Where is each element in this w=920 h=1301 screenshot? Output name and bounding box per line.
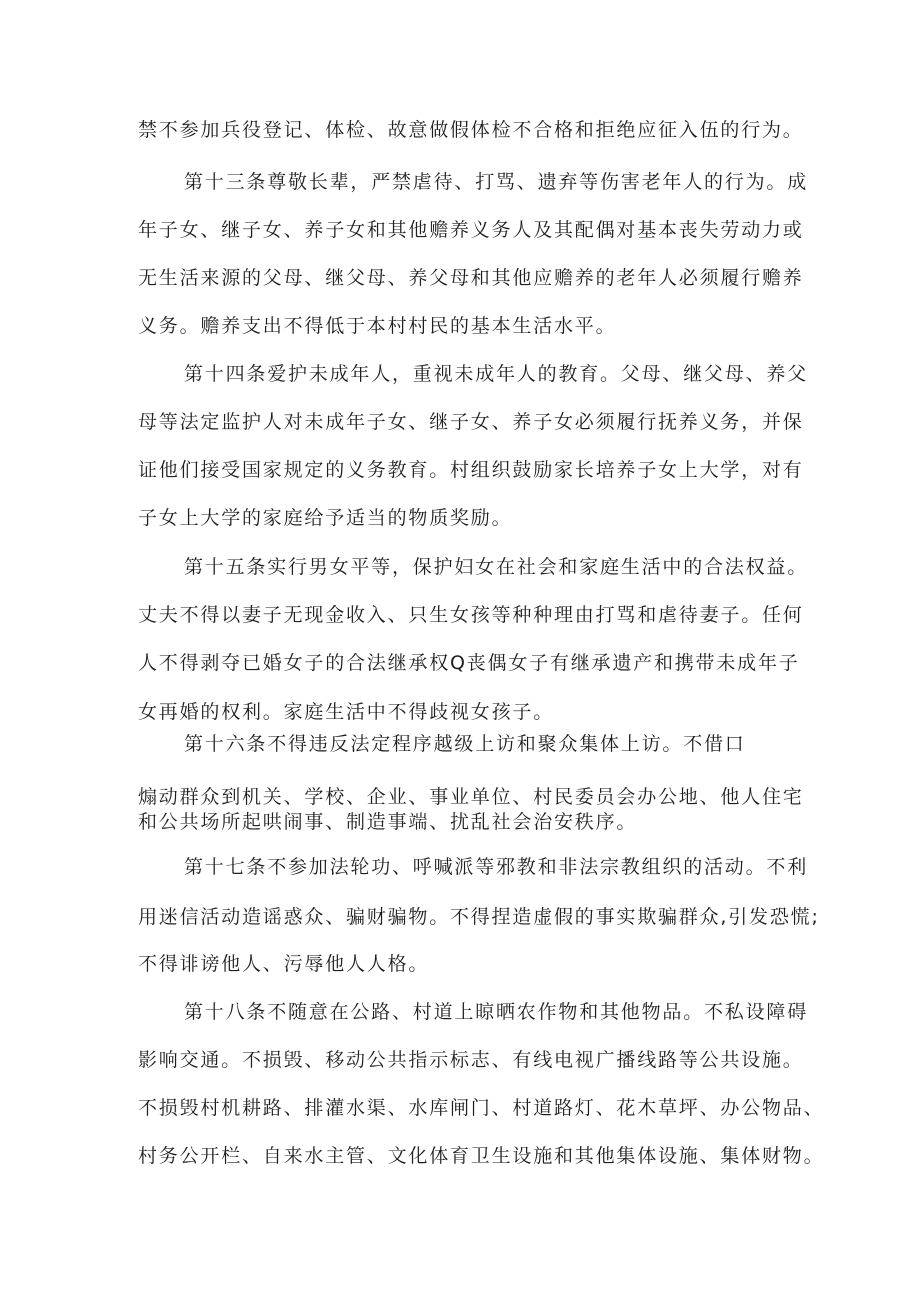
article-14-heading-line: 第十四条爱护未成年人，重视未成年人的教育。父母、继父母、养父	[184, 363, 809, 385]
article-15-heading-line: 第十五条实行男女平等，保护妇女在社会和家庭生活中的合法权益。	[184, 556, 809, 578]
text-line: 女再婚的权利。家庭生活中不得歧视女孩子。	[138, 701, 555, 723]
article-16-heading-line: 第十六条不得违反法定程序越级上访和聚众集体上访。不借口	[184, 733, 746, 755]
text-line: 证他们接受国家规定的义务教育。村组织鼓励家长培养子女上大学，对有	[138, 459, 804, 481]
text-line: 用迷信活动造谣惑众、骗财骗物。不得捏造虚假的事实欺骗群众,引发恐慌;	[138, 906, 820, 928]
article-18-heading-line: 第十八条不随意在公路、村道上晾晒农作物和其他物品。不私设障碍	[184, 1001, 809, 1023]
text-line: 无生活来源的父母、继父母、养父母和其他应赡养的老年人必须履行赡养	[138, 267, 804, 289]
text-line: 不损毁村机耕路、排灌水渠、水库闸门、村道路灯、花木草坪、办公物品、	[138, 1097, 825, 1119]
text-line: 丈夫不得以妻子无现金收入、只生女孩等种种理由打骂和虐待妻子。任何	[138, 604, 804, 626]
text-line: 煽动群众到机关、学校、企业、事业单位、村民委员会办公地、他人住宅	[138, 786, 804, 808]
article-17-heading-line: 第十七条不参加法轮功、呼喊派等邪教和非法宗教组织的活动。不利	[184, 856, 809, 878]
text-line: 义务。赡养支出不得低于本村村民的基本生活水平。	[138, 315, 617, 337]
text-line: 母等法定监护人对未成年子女、继子女、养子女必须履行抚养义务，并保	[138, 411, 804, 433]
text-line: 人不得剥夺已婚女子的合法继承权Q丧偶女子有继承遗产和携带未成年子	[138, 652, 800, 674]
text-line: 村务公开栏、自来水主管、文化体育卫生设施和其他集体设施、集体财物。	[138, 1145, 825, 1167]
text-line: 年子女、继子女、养子女和其他赡养义务人及其配偶对基本丧失劳动力或	[138, 219, 804, 241]
text-line: 禁不参加兵役登记、体检、故意做假体检不合格和拒绝应征入伍的行为。	[138, 119, 804, 141]
text-line: 不得诽谤他人、污辱他人人格。	[138, 953, 430, 975]
text-line: 影响交通。不损毁、移动公共指示标志、有线电视广播线路等公共设施。	[138, 1049, 804, 1071]
text-line: 子女上大学的家庭给予适当的物质奖励。	[138, 507, 513, 529]
text-line: 和公共场所起哄闹事、制造事端、扰乱社会治安秩序。	[138, 811, 638, 833]
article-13-heading-line: 第十三条尊敬长辈，严禁虐待、打骂、遗弃等伤害老年人的行为。成	[184, 171, 809, 193]
